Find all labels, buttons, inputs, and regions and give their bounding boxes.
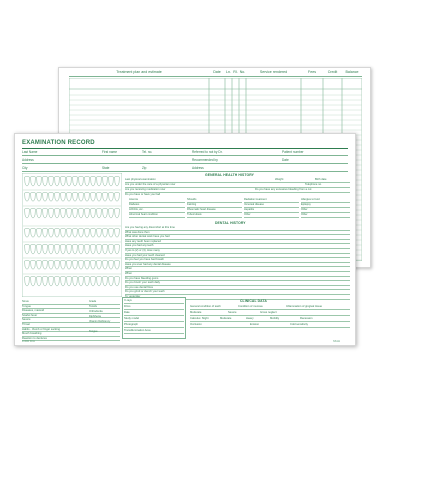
clin-moderate: Moderate Severe Gross neglect (190, 311, 350, 316)
recommended-by-label: Recommended by (192, 158, 218, 162)
clin-calculus: Calculus: Slight Moderate Heavy Mobility Recession (190, 317, 350, 322)
left-panel-line: Sinus (22, 300, 120, 305)
xray-line: Date (124, 311, 184, 316)
xray-line: Films (124, 305, 184, 310)
q-medication: Are you receiving medication now Do you have any excessive bleeding from a cut (125, 188, 350, 193)
mucosa-label: Condition of mucosa (238, 305, 263, 308)
patient-number-label: Patient number (282, 150, 304, 154)
col-no: No. (239, 68, 246, 77)
cond-venereal: Venereal disease (244, 203, 299, 208)
severe-label: Severe (228, 311, 237, 314)
city-label: City (22, 166, 28, 170)
left-panel-line: Mouth breathing (22, 332, 120, 337)
col-ri: RI. (232, 68, 239, 77)
mobility-label: Mobility (270, 317, 280, 320)
col-credit: Credit (323, 68, 342, 77)
cond-other-1: Other (301, 208, 350, 213)
date-label: Date (282, 158, 289, 162)
cond-allergies: Allergies to food (301, 198, 350, 203)
clinical-data-title: CLINICAL DATA (240, 299, 267, 303)
cond-radiation: Radiation treatment (244, 198, 299, 203)
col-treatment-plan: Treatment plan and estimate (69, 68, 209, 77)
left-panel-line: Habits - thumb or finger sucking (22, 328, 120, 333)
cond-arthritis: Arthritis, etc. (129, 208, 185, 213)
clin-occlusion: Occlusion Erosion Cold sensitivity (190, 323, 350, 328)
bleeding-label: Do you have any excessive bleeding from a cut (255, 188, 312, 191)
q-physician-care: Are you under the care of a physician now Telephone no. (125, 183, 350, 188)
dental-question: Do you brush your teeth daily (125, 281, 350, 286)
col-balance: Balance (342, 68, 362, 77)
header-row-3 (22, 166, 348, 172)
cond-rheumatic: Rheumatic heart disease (187, 208, 242, 213)
gingival-label: Inflammation of gingival tissue (286, 305, 323, 308)
grade-label: Grade (89, 300, 97, 303)
address2-label: Address (192, 166, 204, 170)
gross-neglect-label: Gross neglect (260, 311, 277, 314)
left-panel-line: Throat (22, 323, 120, 328)
tonsils-label: Tonsils (89, 305, 97, 308)
cond-anemia: Anemia (129, 198, 185, 203)
dental-question: Do you use dental floss (125, 286, 350, 291)
dental-question: When (125, 267, 350, 272)
referred-label: Referred to not by Dr. (192, 150, 223, 154)
header-row-2 (22, 158, 348, 164)
diphtheria-label: Diphtheria (89, 315, 101, 318)
examination-record-sheet (14, 133, 356, 346)
dental-question: When (125, 272, 350, 277)
clin-general-condition: General condition of teeth Condition of mucosa Inflammation of gingival tissue (190, 305, 350, 310)
dental-question: What other dental work have you had (125, 235, 350, 240)
state-label: State (102, 166, 110, 170)
dental-question: What was done then (125, 231, 350, 236)
zip-label: Zip (142, 166, 147, 170)
orthodontia-label: Orthodontia (89, 310, 103, 313)
cold-sensitivity-label: Cold sensitivity (290, 323, 308, 326)
cond-hepatitis: Hepatitis (244, 208, 299, 213)
col-date: Date (209, 68, 225, 77)
cond-fainting: Fainting (187, 203, 242, 208)
q-last-physical: Last physical examination Weight Birth date (125, 178, 350, 183)
col-ln: Ln. (225, 68, 232, 77)
tooth-chart (22, 173, 122, 297)
cond-epilepsy: Epilepsy (301, 203, 350, 208)
xray-line: X-rays (124, 299, 184, 304)
dental-history-title: DENTAL HISTORY (215, 221, 246, 225)
left-panel-line: Diseases, mastoid (22, 309, 120, 314)
xray-line: Photograph (124, 323, 184, 328)
heavy-label: Heavy (246, 317, 254, 320)
birth-date-label: Birth date (315, 178, 327, 181)
q-have-you-had: Do you have or have you had (125, 193, 161, 196)
col-service-rendered: Service rendered (246, 68, 301, 77)
cond-diabetes: Diabetes (129, 203, 185, 208)
cond-shoulds: Shoulds (187, 198, 242, 203)
erosion-label: Erosion (250, 323, 260, 326)
telephone-label: Telephone no. (305, 183, 322, 186)
dental-question: If yes to (2) or (3), How many (125, 249, 350, 254)
form-code-right: NS111 (333, 340, 340, 343)
tel-no-label: Tel. no. (142, 150, 153, 154)
xray-line: Study model (124, 317, 184, 322)
form-code-left: FORM 3011 (22, 340, 35, 343)
left-panel-line: Tongue (22, 305, 120, 310)
xray-line: Transillumination Area (124, 329, 184, 334)
dental-question: Do you have bleeding gums (125, 277, 350, 282)
weight-label: Weight (275, 178, 284, 181)
left-panel-line: Reaction to dentures (22, 337, 120, 342)
moderate2-label: Moderate (220, 317, 232, 320)
first-name-label: First name (102, 150, 118, 154)
address-label: Address (22, 158, 34, 162)
tongue2-label: Tongue (89, 330, 98, 333)
dental-question: Have any teeth been replaced (125, 240, 350, 245)
dental-question: Do you feel you have bad breath (125, 258, 350, 263)
cond-heart: Abnormal heart condition (129, 213, 185, 218)
dental-question: Have you had your teeth cleaned (125, 254, 350, 259)
dental-question: Have you had any teeth (125, 244, 350, 249)
title-rule (22, 148, 348, 149)
header-row-1 (22, 150, 348, 156)
recession-label: Recession (300, 317, 313, 320)
left-panel-line: Severe (22, 318, 120, 323)
general-health-title: GENERAL HEALTH HISTORY (205, 173, 254, 177)
dental-question: Have you ever had any dental disease (125, 263, 350, 268)
vitamin-label: Vitamin Deficiency (89, 320, 111, 323)
cond-tuberculosis: Tuberculosis (187, 213, 242, 218)
col-fees: Fees (301, 68, 323, 77)
dental-question: Do you grind or clench your teeth (125, 290, 350, 295)
dental-question: Are you having any discomfort at this time (125, 226, 350, 231)
exam-record-title: EXAMINATION RECORD (22, 140, 95, 146)
left-panel-line: Scarlet fever (22, 314, 120, 319)
cond-other-2: Other (244, 213, 299, 218)
cond-other-3: Other (301, 213, 350, 218)
last-name-label: Last Name (22, 150, 38, 154)
